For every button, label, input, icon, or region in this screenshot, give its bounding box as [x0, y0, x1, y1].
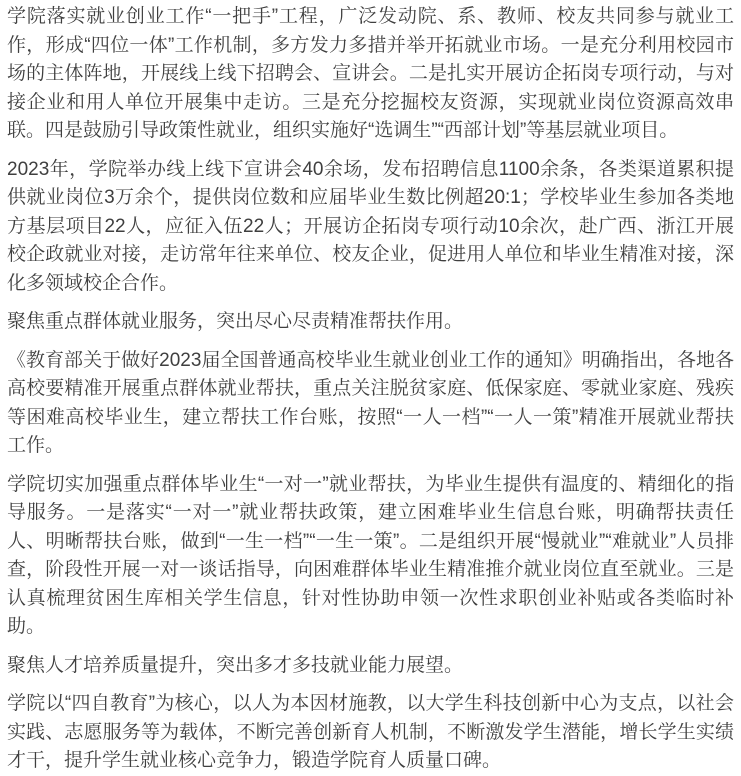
paragraph-one-on-one-assistance: 学院切实加强重点群体毕业生“一对一”就业帮扶，为毕业生提供有温度的、精细化的指导服务。一是落实“一对一”就业帮扶政策，建立困难毕业生信息台账，明确帮扶责任人、明晰帮扶台账，做到“一生一档”“一生一策”。二是组织开展“慢就业”“难就业”人员排查，阶段性开展一对一谈话指导，向困难群体毕业生精准推介就业岗位直至就业。三是认真梳理贫困生库相关学生信息，针对性协助申领一次性求职创业补贴或各类临时补助。	[7, 473, 734, 637]
paragraph-four-self-education: 学院以“四自教育”为核心，以人为本因材施教，以大学生科技创新中心为支点，以社会实践、志愿服务等为载体，不断完善创新育人机制，不断激发学生潜能，增长学生实绩才干，提升学生就业核心竞争力，锻造学院育人质量口碑。	[7, 693, 734, 771]
paragraph-2023-statistics: 2023年，学院举办线上线下宣讲会40余场，发布招聘信息1100余条，各类渠道累积提供就业岗位3万余个，提供岗位数和应届毕业生数比例超20:1；学校毕业生参加各类地方基层项目22人，应征入伍22人；开展访企拓岗专项行动10余次，赴广西、浙江开展校企政就业对接，走访常年往来单位、校友企业，促进用人单位和毕业生精准对接，深化多领域校企合作。	[7, 158, 734, 294]
paragraph-employment-mechanism: 学院落实就业创业工作“一把手”工程，广泛发动院、系、教师、校友共同参与就业工作，形成“四位一体”工作机制，多方发力多措并举开拓就业市场。一是充分利用校园市场的主体阵地，开展线上线下招聘会、宣讲会。二是扎实开展访企拓岗专项行动，与对接企业和用人单位开展集中走访。三是充分挖掘校友资源，实现就业岗位资源高效串联。四是鼓励引导政策性就业，组织实施好“选调生”“西部计划”等基层就业项目。	[7, 6, 734, 141]
paragraph-focus-talent-quality-heading: 聚焦人才培养质量提升，突出多才多技就业能力展望。	[7, 654, 464, 676]
paragraph-focus-key-groups-heading: 聚焦重点群体就业服务，突出尽心尽责精准帮扶作用。	[7, 311, 464, 332]
paragraph-ministry-notice: 《教育部关于做好2023届全国普通高校毕业生就业创业工作的通知》明确指出，各地各高校要精准开展重点群体就业帮扶，重点关注脱贫家庭、低保家庭、零就业家庭、残疾等困难高校毕业生，建立帮扶工作台账，按照“一人一档”“一人一策”精准开展就业帮扶工作。	[7, 349, 734, 456]
